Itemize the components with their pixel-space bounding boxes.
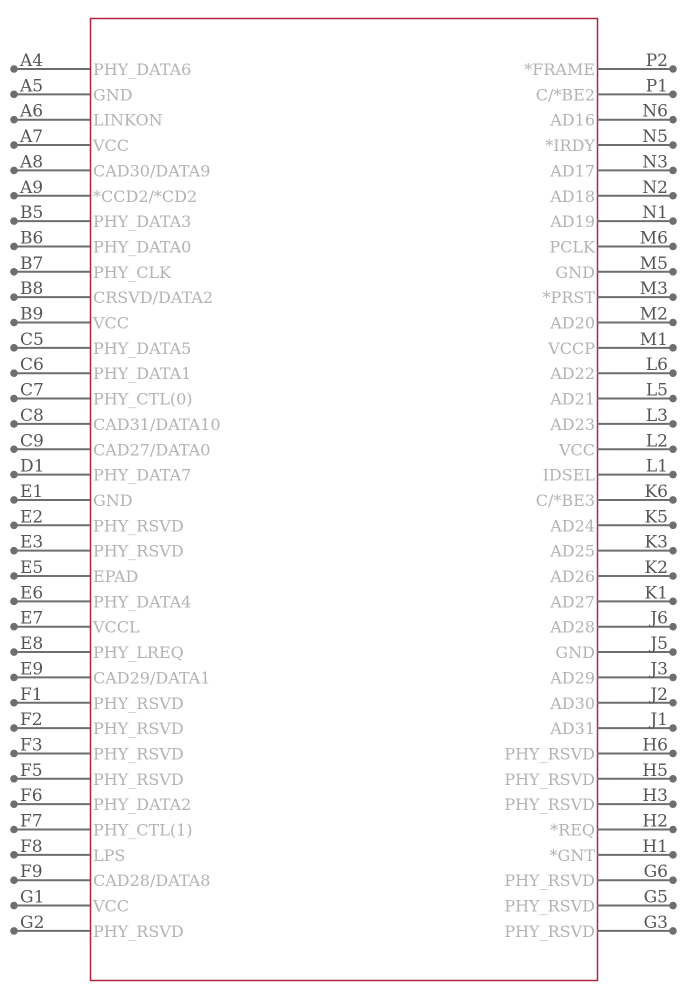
right-pin-l3 [549,406,677,434]
pin-name: PHY_RSVD [93,921,184,941]
pin-name: IDSEL [542,465,595,485]
pin-name: AD21 [550,389,595,409]
pin-number: N3 [642,152,668,173]
pin-name: GND [555,643,595,663]
pin-end-dot [10,598,18,606]
pin-number: J6 [650,608,668,629]
right-pin-h5 [504,761,676,789]
pin-name: AD16 [550,110,595,130]
pin-end-dot [669,547,677,555]
left-pin-g2 [10,913,183,941]
pin-number: F9 [20,862,43,883]
pin-end-dot [10,395,18,403]
left-pin-c6 [10,355,191,383]
pin-end-dot [10,243,18,251]
pin-number: K1 [644,583,668,604]
left-pin-e5 [10,558,138,586]
left-pin-a5 [10,76,132,104]
pin-number: H3 [642,786,668,807]
right-pin-n2 [549,178,677,206]
pin-end-dot [669,775,677,783]
pin-end-dot [10,522,18,530]
right-pin-n3 [549,152,677,180]
pin-name: CAD29/DATA1 [93,668,211,688]
pin-number: K2 [644,558,668,578]
pin-end-dot [669,293,677,301]
pin-end-dot [669,522,677,530]
pin-number: C9 [20,431,44,452]
pin-name: GND [555,262,595,282]
pin-end-dot [10,445,18,453]
pin-end-dot [669,496,677,504]
left-pin-a6 [10,102,162,130]
pin-end-dot [669,65,677,73]
pin-name: VCCL [93,617,140,637]
pin-number: A6 [20,101,44,122]
left-pin-a8 [10,152,210,180]
pin-name: LINKON [93,110,163,130]
pin-name: C/*BE2 [535,85,595,105]
left-pin-e6 [10,583,191,611]
pin-end-dot [669,724,677,732]
pin-number: C6 [20,355,44,376]
pin-name: AD19 [550,212,595,232]
pin-end-dot [669,369,677,377]
pin-name: VCC [558,440,595,460]
pin-number: A9 [20,177,44,198]
pin-number: M2 [639,304,668,325]
right-pin-g6 [504,862,676,890]
pin-name: AD22 [550,364,595,384]
pin-end-dot [669,572,677,580]
pin-end-dot [669,268,677,276]
pin-name: PHY_RSVD [93,719,184,739]
left-pin-e9 [10,659,210,687]
pin-name: PHY_RSVD [504,744,595,764]
pin-name: PHY_RSVD [504,795,595,815]
pin-end-dot [669,699,677,707]
pin-name: AD20 [550,313,595,333]
pin-end-dot [10,293,18,301]
pin-name: PHY_CTL(0) [93,389,193,409]
left-pin-c7 [10,381,192,409]
pin-number: M6 [639,228,668,249]
pin-name: C/*BE3 [535,490,595,510]
pin-end-dot [669,141,677,149]
pin-number: F1 [20,684,43,705]
pin-end-dot [10,369,18,377]
pin-name: PHY_RSVD [93,693,184,713]
left-pin-group [10,51,220,941]
right-pin-k2 [549,558,677,586]
left-pin-b5 [10,203,191,231]
left-pin-f7 [10,812,192,840]
pin-end-dot [669,116,677,124]
left-pin-d1 [10,457,191,485]
left-pin-e8 [10,634,184,662]
pin-number: L1 [645,456,668,477]
pin-name: CRSVD/DATA2 [93,288,214,308]
right-pin-j2 [549,685,677,713]
pin-number: E1 [20,481,44,502]
pin-number: A5 [20,76,44,97]
pin-name: *IRDY [545,136,595,156]
pin-name: PHY_LREQ [93,643,184,663]
pin-end-dot [10,319,18,327]
pin-end-dot [10,927,18,935]
pin-number: E9 [20,659,44,680]
pin-name: CAD31/DATA10 [93,414,221,434]
right-pin-l5 [549,381,677,409]
pin-end-dot [669,876,677,884]
pin-number: B5 [20,203,44,224]
pin-name: PHY_RSVD [93,744,184,764]
pin-number: F8 [20,836,43,857]
left-pin-c9 [10,431,210,459]
pin-name: *CCD2/*CD2 [93,186,198,206]
left-pin-e7 [10,609,140,637]
pin-number: C7 [20,380,44,401]
right-pin-m2 [549,305,677,333]
left-pin-f5 [10,761,183,789]
right-pin-h3 [504,786,676,814]
pin-end-dot [10,750,18,758]
right-pin-k5 [549,507,677,535]
right-pin-n5 [545,127,677,155]
pin-number: D1 [20,456,45,477]
pin-number: G3 [643,912,668,933]
left-pin-a4 [10,51,191,79]
pin-name: AD26 [550,567,595,586]
pin-name: VCCP [548,338,595,358]
pin-number: B6 [20,228,44,249]
pin-end-dot [669,91,677,99]
right-pin-j3 [549,659,677,687]
pin-end-dot [669,674,677,682]
pin-number: F2 [20,710,43,731]
pin-number: E8 [20,634,44,655]
pin-number: L5 [645,380,668,401]
pin-name: PHY_RSVD [93,769,184,789]
pin-number: G1 [20,887,45,908]
left-pin-b8 [10,279,213,307]
pin-name: PCLK [549,237,595,257]
pin-number: H2 [642,811,668,832]
pin-number: N2 [642,177,668,198]
pin-number: E3 [20,532,44,553]
right-pin-l2 [558,431,677,459]
pin-end-dot [10,775,18,783]
pin-name: EPAD [93,567,139,586]
pin-number: H6 [642,735,668,756]
left-pin-g1 [10,888,129,916]
pin-name: PHY_DATA2 [93,795,192,815]
pin-number: P2 [645,51,668,71]
pin-name: LPS [93,845,126,865]
pin-number: A8 [20,152,44,173]
pin-name: PHY_DATA0 [93,237,192,257]
pin-name: PHY_DATA1 [93,364,192,384]
left-pin-f6 [10,786,191,814]
right-pin-m1 [547,330,677,358]
pin-end-dot [10,496,18,504]
pin-number: E6 [20,583,44,604]
pin-end-dot [10,268,18,276]
pin-number: K3 [644,532,668,553]
pin-number: F6 [20,786,43,807]
pin-number: P1 [645,76,668,97]
left-pin-a7 [10,127,129,155]
right-pin-m3 [543,279,677,307]
pin-number: A7 [20,127,44,148]
pin-end-dot [669,902,677,910]
pin-end-dot [10,902,18,910]
pin-number: F3 [20,735,43,756]
pin-number: N6 [642,101,668,122]
pin-number: N1 [642,203,668,224]
pin-end-dot [669,243,677,251]
right-pin-h6 [504,735,676,763]
pin-number: B9 [20,304,44,325]
pin-end-dot [10,420,18,428]
right-pin-m6 [549,228,676,256]
left-pin-f2 [10,710,183,738]
pin-name: AD24 [550,516,595,536]
pin-name: AD27 [550,592,595,612]
pin-number: F7 [20,811,43,832]
left-pin-f1 [10,685,183,713]
right-pin-j6 [549,609,677,637]
right-pin-l6 [549,355,677,383]
pin-end-dot [10,800,18,808]
pin-name: CAD27/DATA0 [93,440,211,460]
pin-end-dot [669,192,677,200]
pin-number: M3 [639,279,668,300]
pin-name: PHY_RSVD [93,516,184,536]
right-pin-g5 [504,888,676,916]
right-pin-j5 [555,634,676,662]
right-pin-group [504,51,676,941]
pin-end-dot [10,648,18,656]
pin-name: PHY_DATA3 [93,212,192,232]
pin-name: PHY_DATA7 [93,465,192,485]
left-pin-b6 [10,228,191,256]
pin-number: J2 [650,684,668,705]
pin-end-dot [669,445,677,453]
pin-number: M5 [639,253,668,274]
pin-number: E7 [20,608,44,629]
pin-end-dot [10,826,18,834]
pin-end-dot [669,598,677,606]
pin-end-dot [669,851,677,859]
pin-name: PHY_RSVD [504,871,595,891]
right-pin-l1 [543,457,677,485]
pin-end-dot [10,217,18,225]
pin-number: C8 [20,405,44,426]
pin-name: CAD28/DATA8 [93,871,211,891]
left-pin-c8 [10,406,220,434]
pin-number: B8 [20,279,44,300]
pin-name: AD31 [550,719,595,739]
left-pin-e2 [10,507,183,535]
right-pin-g3 [504,913,676,941]
pin-number: J3 [650,659,668,680]
pin-name: AD18 [550,186,595,206]
pin-name: PHY_RSVD [504,896,595,916]
pin-name: AD25 [550,541,595,561]
pin-end-dot [669,167,677,175]
pin-end-dot [669,420,677,428]
pin-number: H1 [642,836,668,857]
pin-end-dot [669,927,677,935]
pin-number: M1 [639,329,668,350]
pin-number: J5 [650,634,668,655]
pin-number: K5 [644,507,668,528]
pin-end-dot [10,141,18,149]
pin-end-dot [669,623,677,631]
pin-number: E5 [20,558,44,578]
left-pin-f9 [10,862,210,890]
pin-end-dot [10,851,18,859]
right-pin-n6 [549,102,677,130]
pin-name: AD29 [550,668,595,688]
pin-end-dot [669,648,677,656]
left-pin-f8 [10,837,125,865]
pin-name: *GNT [549,845,595,865]
pin-number: G2 [20,912,45,933]
pin-name: GND [93,85,133,105]
left-pin-e1 [10,482,132,510]
right-pin-k3 [549,533,677,561]
pin-end-dot [669,395,677,403]
pin-name: AD23 [550,414,595,434]
right-pin-j1 [549,710,677,738]
left-pin-c5 [10,330,191,358]
pin-end-dot [669,319,677,327]
pin-end-dot [10,192,18,200]
right-pin-m5 [555,254,676,282]
pin-name: VCC [93,313,130,333]
left-pin-a9 [10,178,197,206]
pin-number: A4 [20,51,44,71]
pin-end-dot [10,65,18,73]
pin-number: G5 [643,887,668,908]
pin-number: F5 [20,760,43,781]
pin-end-dot [669,217,677,225]
left-pin-b9 [10,305,129,333]
right-pin-k6 [536,482,677,510]
pin-end-dot [10,674,18,682]
pin-name: PHY_DATA4 [93,592,192,612]
pin-number: H5 [642,760,668,781]
pin-end-dot [10,167,18,175]
pin-number: K6 [644,481,668,502]
pin-name: VCC [93,896,130,916]
pin-number: J1 [650,710,668,731]
pin-number: C5 [20,329,44,350]
pin-end-dot [669,826,677,834]
pin-end-dot [669,344,677,352]
pin-number: L2 [645,431,668,452]
pin-end-dot [10,116,18,124]
pin-end-dot [669,800,677,808]
right-pin-n1 [549,203,677,231]
pin-end-dot [10,724,18,732]
pin-end-dot [669,750,677,758]
pin-name: PHY_RSVD [504,921,595,941]
left-pin-f3 [10,735,183,763]
pin-number: E2 [20,507,44,528]
pin-name: PHY_DATA6 [93,60,192,79]
pin-number: N5 [642,127,668,148]
left-pin-e3 [10,533,183,561]
pin-end-dot [669,471,677,479]
pin-number: G6 [643,862,668,883]
right-pin-h1 [550,837,677,865]
pin-name: *PRST [542,288,595,308]
pin-name: PHY_CTL(1) [93,820,193,840]
right-pin-p2 [524,51,677,79]
pin-name: *FRAME [524,60,595,79]
pin-name: CAD30/DATA9 [93,161,211,181]
pin-name: GND [93,490,133,510]
pin-name: AD17 [550,161,595,181]
pin-name: AD30 [550,693,595,713]
pin-end-dot [10,699,18,707]
pin-end-dot [10,572,18,580]
pin-end-dot [10,623,18,631]
right-pin-k1 [549,583,677,611]
pin-number: L3 [645,405,668,426]
pin-number: B7 [20,253,44,274]
pin-number: L6 [645,355,668,376]
pin-name: VCC [93,136,130,156]
pin-end-dot [10,344,18,352]
right-pin-p1 [536,76,677,104]
pin-end-dot [10,547,18,555]
pin-end-dot [10,876,18,884]
pin-name: PHY_CLK [93,262,172,282]
pin-name: PHY_DATA5 [93,338,192,358]
pin-name: PHY_RSVD [504,769,595,789]
pin-end-dot [10,91,18,99]
pin-name: AD28 [550,617,595,637]
right-pin-h2 [550,812,677,840]
pin-name: *REQ [550,820,595,840]
pin-end-dot [10,471,18,479]
pin-name: PHY_RSVD [93,541,184,561]
